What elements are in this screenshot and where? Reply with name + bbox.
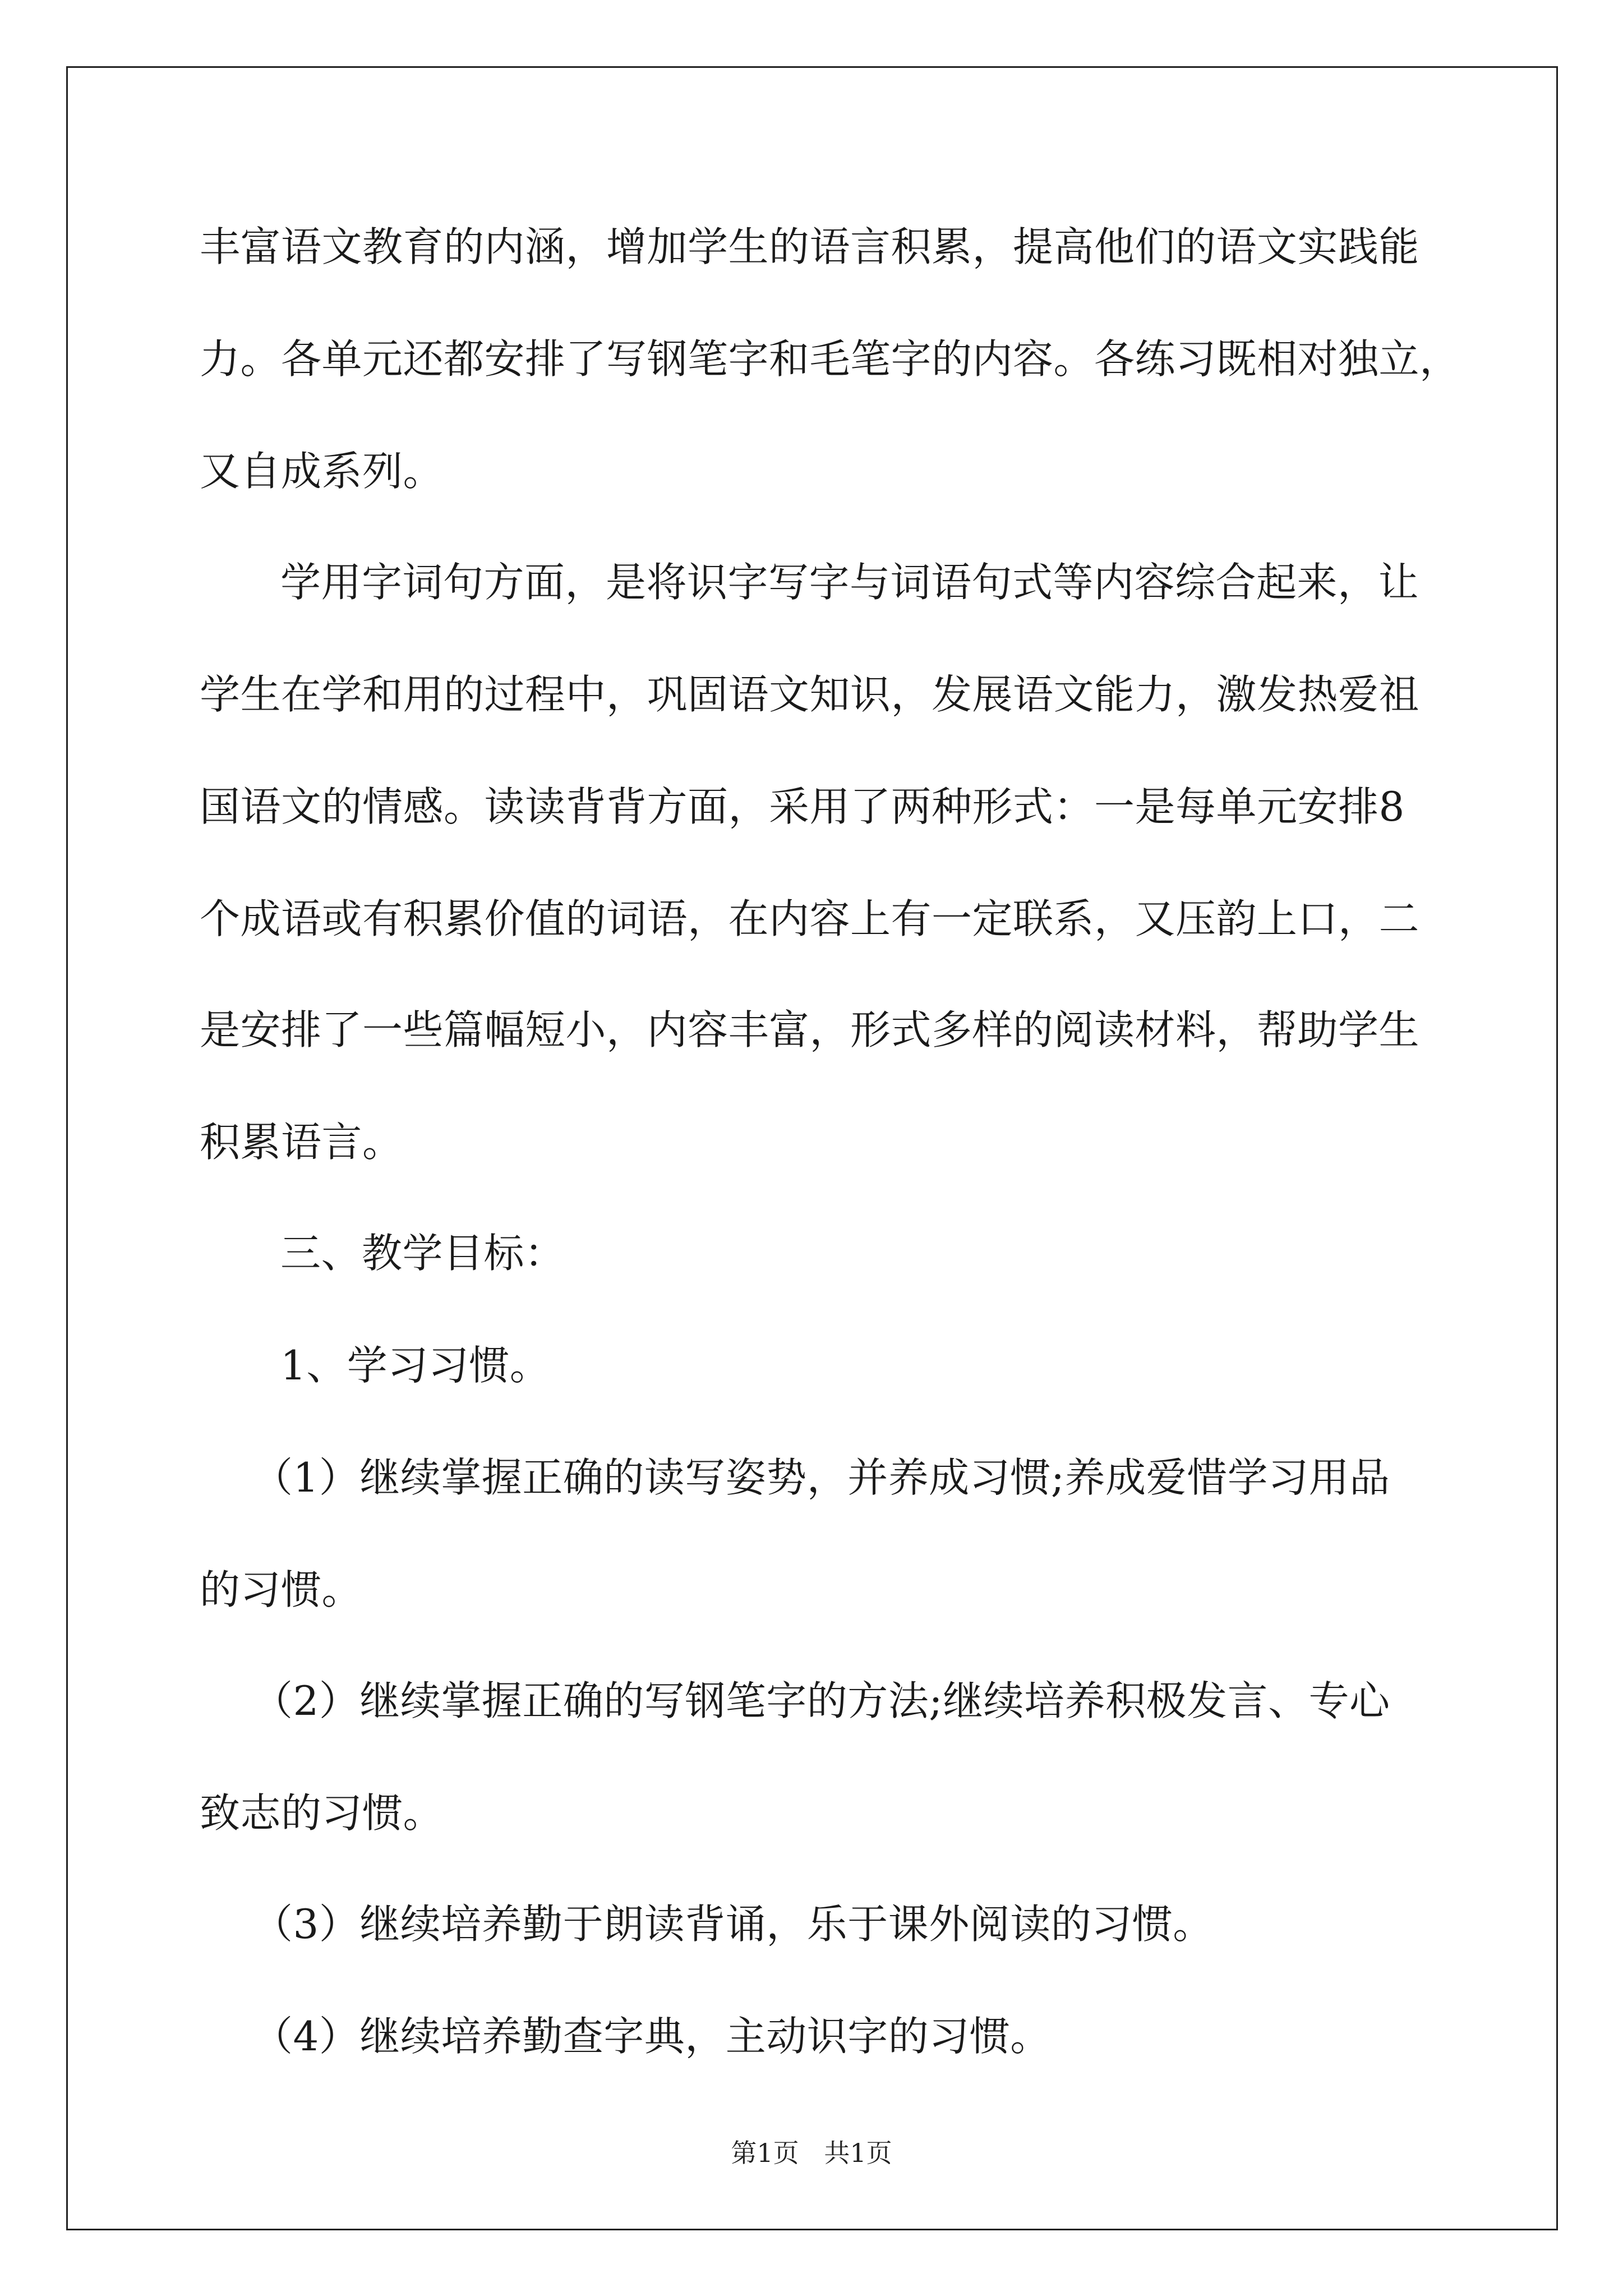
text-line: 积累语言。	[200, 1119, 403, 1166]
text-line: 的习惯。	[200, 1566, 363, 1613]
text-line: （4）继续培养勤查字典，主动识字的习惯。	[252, 2013, 1051, 2060]
page-number: 第1页	[731, 2138, 799, 2168]
subsection-heading: 1、学习习惯。	[280, 1342, 551, 1389]
text-line: 学用字词句方面，是将识字写字与词语句式等内容综合起来，让	[280, 559, 1419, 606]
page-total: 共1页	[824, 2138, 892, 2168]
text-line: 致志的习惯。	[200, 1789, 444, 1837]
text-line: 是安排了一些篇幅短小，内容丰富，形式多样的阅读材料，帮助学生	[200, 1006, 1420, 1053]
text-line: （3）继续培养勤于朗读背诵，乐于课外阅读的习惯。	[252, 1901, 1214, 1948]
text-line: 学生在学和用的过程中，巩固语文知识，发展语文能力，激发热爱祖	[200, 671, 1420, 718]
section-heading: 三、教学目标：	[280, 1230, 565, 1277]
text-line: 又自成系列。	[200, 448, 444, 495]
text-line: 丰富语文教育的内涵，增加学生的语言积累，提高他们的语文实践能	[200, 223, 1420, 270]
text-line: （1）继续掌握正确的读写姿势，并养成习惯;养成爱惜学习用品	[252, 1454, 1390, 1501]
text-line: （2）继续掌握正确的写钢笔字的方法;继续培养积极发言、专心	[252, 1677, 1390, 1724]
page-footer	[0, 2136, 1623, 2170]
text-line: 力。各单元还都安排了写钢笔字和毛笔字的内容。各练习既相对独立，	[200, 335, 1460, 383]
text-line: 个成语或有积累价值的词语，在内容上有一定联系，又压韵上口，二	[200, 895, 1420, 942]
text-line: 国语文的情感。读读背背方面，采用了两种形式：一是每单元安排8	[200, 783, 1405, 830]
